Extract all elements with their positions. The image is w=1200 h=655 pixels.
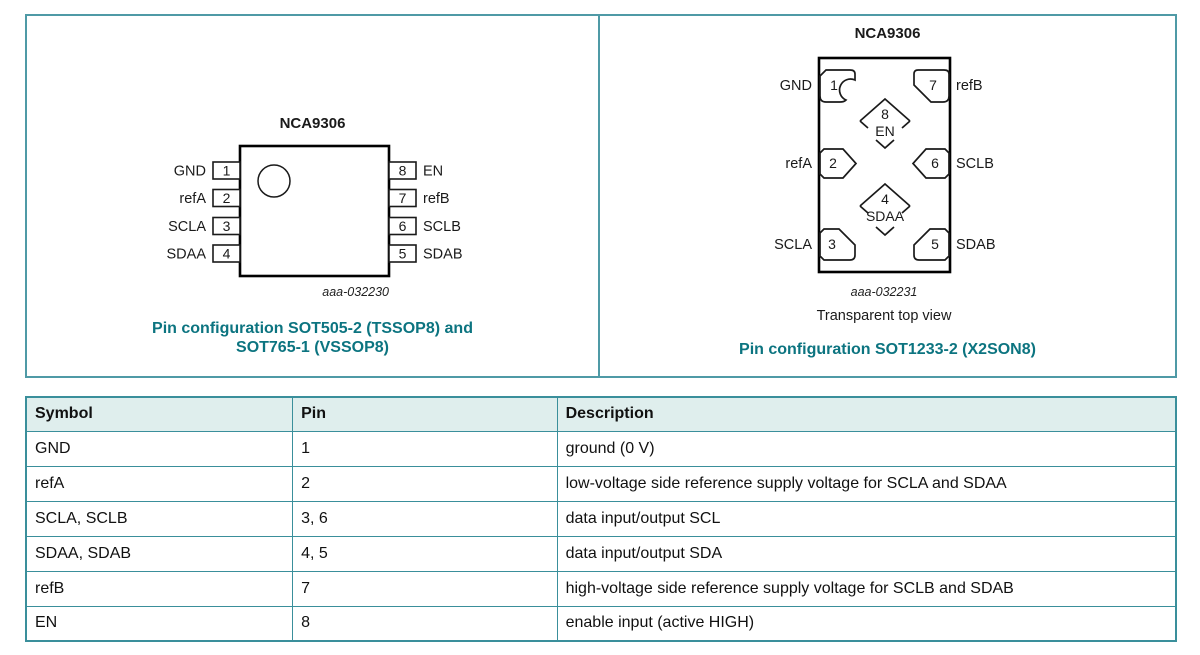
cell-description: low-voltage side reference supply voltage for SCLA and SDAA xyxy=(557,466,1176,501)
figure-x2son8 xyxy=(600,16,1175,376)
cell-description: data input/output SCL xyxy=(557,501,1176,536)
cell-pin: 7 xyxy=(293,571,558,606)
cell-description: enable input (active HIGH) xyxy=(557,606,1176,641)
table-row xyxy=(26,431,1176,466)
view-note: Transparent top view xyxy=(816,308,952,324)
figure-caption-tssop xyxy=(27,319,598,357)
cell-description: data input/output SDA xyxy=(557,536,1176,571)
pad-label-sdaa: SDAA xyxy=(865,208,905,224)
caption-line: Pin configuration SOT1233-2 (X2SON8) xyxy=(739,341,1036,358)
pin-label-refa: refA xyxy=(179,191,206,207)
pad-number: 6 xyxy=(931,155,939,171)
pin-number: 4 xyxy=(222,245,231,262)
pin-label-sclb: SCLB xyxy=(423,219,461,235)
pad-number: 2 xyxy=(829,155,837,171)
pin-number: 5 xyxy=(398,245,407,262)
pad-label-refa: refA xyxy=(785,156,812,172)
pad-number: 5 xyxy=(931,236,939,252)
pad-number: 4 xyxy=(881,191,889,207)
pad-number: 3 xyxy=(828,236,836,252)
table-row xyxy=(26,571,1176,606)
pad-number: 7 xyxy=(929,77,937,93)
cell-symbol: SDAA, SDAB xyxy=(26,536,293,571)
caption-line-1: Pin configuration SOT505-2 (TSSOP8) and xyxy=(152,320,473,337)
x2son8-pinout-diagram xyxy=(600,16,1175,376)
pad-number: 1 xyxy=(830,77,838,93)
cell-description: high-voltage side reference supply voltage for SCLB and SDAB xyxy=(557,571,1176,606)
figure-id: aaa-032230 xyxy=(322,285,389,299)
cell-pin: 4, 5 xyxy=(293,536,558,571)
cell-symbol: GND xyxy=(26,431,293,466)
cell-pin: 8 xyxy=(293,606,558,641)
pin-label-refb: refB xyxy=(423,191,450,207)
chip-body xyxy=(240,146,389,276)
pad-label-gnd: GND xyxy=(779,78,812,94)
pad-label-scla: SCLA xyxy=(774,237,812,253)
pin-number: 8 xyxy=(398,162,407,179)
table-row xyxy=(26,501,1176,536)
pin-label-sdab: SDAB xyxy=(423,246,463,263)
cell-symbol: SCLA, SCLB xyxy=(26,501,293,536)
cell-pin: 3, 6 xyxy=(293,501,558,536)
figure-tssop8 xyxy=(27,16,598,376)
pin-label-sdaa: SDAA xyxy=(166,246,206,263)
pin-label-en: EN xyxy=(423,163,444,180)
chip-title-tssop: NCA9306 xyxy=(279,115,346,132)
table-header-row xyxy=(26,397,1176,431)
pin-number: 1 xyxy=(222,162,231,179)
table-row xyxy=(26,536,1176,571)
table-row xyxy=(26,606,1176,641)
header-cell-pin: Pin xyxy=(293,397,558,431)
pin-configuration-figures xyxy=(25,14,1177,378)
pad-label-refb: refB xyxy=(956,78,983,94)
cell-description: ground (0 V) xyxy=(557,431,1176,466)
cell-pin: 2 xyxy=(293,466,558,501)
figure-caption-x2son xyxy=(600,340,1175,359)
pin-number: 7 xyxy=(398,190,407,206)
chip-title-x2son: NCA9306 xyxy=(854,25,921,42)
pin-description-table xyxy=(25,396,1177,642)
pin-number: 6 xyxy=(398,218,407,234)
cell-symbol: EN xyxy=(26,606,293,641)
pad-label-en: EN xyxy=(875,123,895,139)
figure-id: aaa-032231 xyxy=(850,285,918,299)
pad-label-sclb: SCLB xyxy=(956,156,994,172)
pad-number: 8 xyxy=(881,106,889,122)
pin-label-gnd: GND xyxy=(173,163,206,180)
pin-number: 2 xyxy=(222,190,231,206)
pin-label-scla: SCLA xyxy=(168,219,206,235)
header-cell-symbol: Symbol xyxy=(26,397,293,431)
header-cell-description: Description xyxy=(557,397,1176,431)
pin1-indicator-circle xyxy=(258,165,290,197)
table-row xyxy=(26,466,1176,501)
cell-pin: 1 xyxy=(293,431,558,466)
cell-symbol: refA xyxy=(26,466,293,501)
cell-symbol: refB xyxy=(26,571,293,606)
caption-line-2: SOT765-1 (VSSOP8) xyxy=(236,339,389,356)
pad-label-sdab: SDAB xyxy=(956,237,996,253)
pin-number: 3 xyxy=(222,218,231,234)
